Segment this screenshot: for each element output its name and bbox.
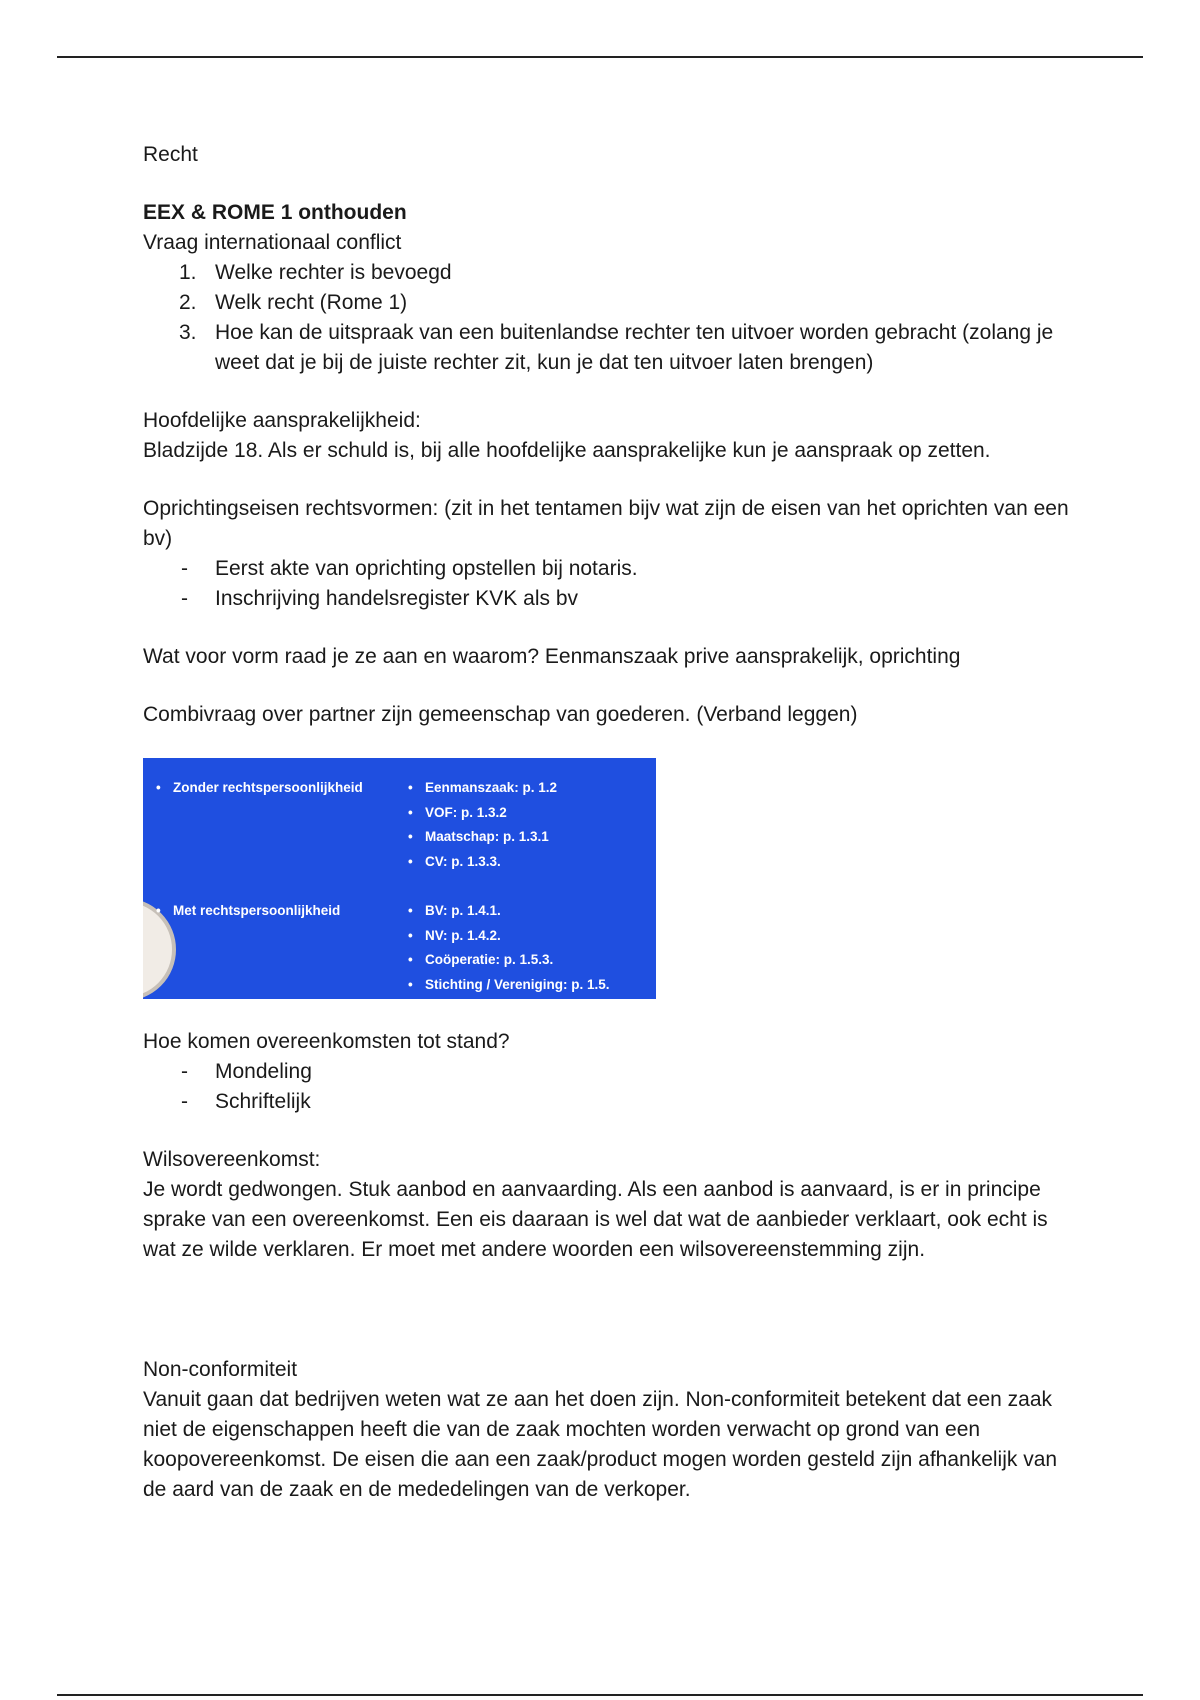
slide-item: • Stichting / Vereniging: p. 1.5. (408, 976, 610, 992)
slide-item: • CV: p. 1.3.3. (408, 853, 501, 869)
section-heading-aansprakelijkheid: Hoofdelijke aansprakelijkheid: (143, 409, 421, 432)
list-item: - Inschrijving handelsregister KVK als bv (181, 587, 579, 610)
dash-list (143, 554, 1073, 614)
section-heading-wilsovereenkomst: Wilsovereenkomst: (143, 1148, 321, 1171)
slide-group-label: • Zonder rechtspersoonlijkheid (156, 780, 363, 795)
footer-rule (57, 1694, 1143, 1696)
paragraph: Bladzijde 18. Als er schuld is, bij alle hoofdelijke aansprakelijke kun je aanspraak op zetten. (143, 439, 991, 462)
section-heading-eex: EEX & ROME 1 onthouden (143, 201, 407, 224)
section-heading-nonconformiteit: Non-conformiteit (143, 1358, 298, 1381)
list-item: 1. Welke rechter is bevoegd (143, 258, 1073, 288)
section-heading-overeenkomsten: Hoe komen overeenkomsten tot stand? (143, 1030, 510, 1053)
embedded-slide-image (143, 758, 656, 999)
slide-group-label: • Met rechtspersoonlijkheid (156, 903, 341, 918)
slide-item: • BV: p. 1.4.1. (408, 903, 501, 918)
document-body (143, 140, 1073, 1505)
section-intro: Vraag internationaal conflict (143, 231, 402, 254)
list-item: - Mondeling (181, 1060, 312, 1083)
header-rule (57, 56, 1143, 58)
dash-list (143, 1057, 1073, 1117)
list-item: - Eerst akte van oprichting opstellen bij notaris. (181, 557, 638, 580)
list-item: 3. Hoe kan de uitspraak van een buitenlandse rechter ten uitvoer worden gebracht (zolang je weet dat je bij de juiste rechter zit, kun je dat ten uitvoer laten brengen) (143, 318, 1073, 378)
paragraph: Combivraag over partner zijn gemeenschap van goederen. (Verband leggen) (143, 703, 858, 726)
slide-group-items (405, 776, 557, 874)
document-title: Recht (143, 143, 198, 166)
paragraph: Je wordt gedwongen. Stuk aanbod en aanvaarding. Als een aanbod is aanvaard, is er in principe sprake van een overeenkomst. Een eis daaraan is wel dat wat de aanbieder verklaart, ook echt is wat ze wilde verklaren. Er moet met andere woorden een wilsovereenstemming zijn. (143, 1178, 1048, 1261)
slide-item: • Coöperatie: p. 1.5.3. (408, 952, 554, 967)
list-item: - Schriftelijk (181, 1090, 311, 1113)
section-heading-oprichting: Oprichtingseisen rechtsvormen: (zit in het tentamen bijv wat zijn de eisen van het oprichten van een bv) (143, 497, 1069, 550)
paragraph: Wat voor vorm raad je ze aan en waarom? Eenmanszaak prive aansprakelijk, oprichting (143, 645, 961, 668)
slide-group-items (405, 899, 610, 997)
slide-item: • Maatschap: p. 1.3.1 (408, 829, 549, 844)
paragraph: Vanuit gaan dat bedrijven weten wat ze aan het doen zijn. Non-conformiteit betekent dat een zaak niet de eigenschappen heeft die van de zaak mochten worden verwacht op grond van een koopovereenkomst. De eisen die aan een zaak/product mogen worden gesteld zijn afhankelijk van de aard van de zaak en de mededelingen van de verkoper. (143, 1388, 1058, 1501)
slide-item: • NV: p. 1.4.2. (408, 927, 501, 943)
list-number: 3. (179, 321, 197, 344)
list-number: 2. (179, 291, 197, 314)
slide-item: • VOF: p. 1.3.2 (408, 804, 507, 820)
numbered-list (143, 258, 1073, 378)
slide-item: • Eenmanszaak: p. 1.2 (408, 780, 558, 795)
list-number: 1. (179, 261, 197, 284)
list-item: 2. Welk recht (Rome 1) (143, 288, 1073, 318)
